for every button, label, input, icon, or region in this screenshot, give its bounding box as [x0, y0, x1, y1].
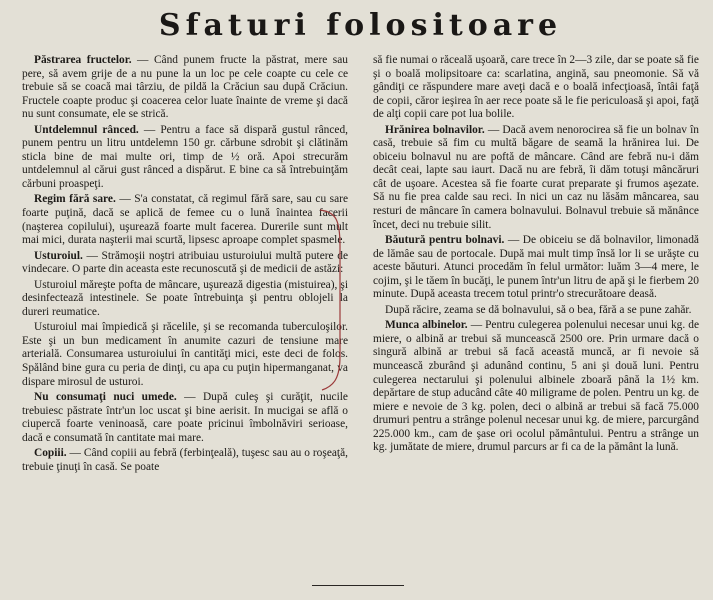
tip-heading: Usturoiul.	[34, 249, 83, 262]
right-column	[373, 54, 699, 476]
page-title: Sfaturi folositoare	[158, 8, 563, 43]
tip-text: — S'a constatat, că regimul fără sare, sau cu sare foarte puţină, dacă se aplică de femee cu o lună înaintea facerii (naşterea copilului), uşurează foarte mult facerea. Durerile sunt mult mai mici, durata naşterii mai scurtă, lipsesc aproape complet spasmele.	[22, 193, 349, 247]
tip-fruit-storage	[22, 54, 348, 122]
tip-heading: Regim fără sare.	[34, 193, 116, 206]
tip-children-continued	[373, 54, 699, 122]
tip-text: — Când copiii au febră (ferbinţeală), tuşesc sau au o roşeaţă, trebuie ţinuţi în casă. Se poate	[22, 447, 348, 473]
tip-heading: Hrănirea bolnavilor.	[385, 123, 485, 136]
tip-heading: Copiii.	[34, 447, 67, 460]
tip-garlic-digestion	[22, 279, 348, 320]
tip-rancid-oil	[22, 124, 348, 192]
tip-heading: Untdelemnul rânced.	[34, 123, 139, 136]
tip-drink-for-sick	[373, 234, 699, 302]
tip-text: După răcire, zeama se dă bolnavului, să o bea, fără a se pune zahăr.	[385, 303, 692, 316]
tip-text: — Când punem fructe la păstrat, mere sau pere, să avem grije de a nu pune la un loc pe cele coapte cu cele ce trebuie să se coacă mai târziu, de pildă la Crăciun sau după Crăciun. Fructele coapte produc şi coacerea celor luate înainte de vreme şi dacă nu sunt consumate, ele se strică.	[22, 54, 348, 121]
tip-children	[22, 447, 348, 474]
tip-text: — De obiceiu se dă bolnavilor, limonadă de lămâe sau de portocale. După mai mult timp însă lor li se urăşte cu aceste băuturi. Atunci procedăm în felul următor: luăm 3—4 mere, le cojim, şi le tăem în bucăţi, le punem într'un litru de apă şi le fierbem 20 minute. După aceasta trecem totul printr'o strecurătoare deasă.	[373, 234, 699, 301]
tip-text: — Pentru culegerea polenului necesar unui kg. de miere, o albină ar trebui să muncească 2500 ore. Prin urmare dacă o singură albină ar trebui să facă această muncă, ar fi nevoie să muncească zburând şi adunând continu, 5 ani şi două luni. Pentru culegerea nectarului şi polenului albinele zboară până la 1½ km. depărtare de stup aducând câte 40 miligrame de polen. Pentru un kg. de miere e nevoie de 3 kg. polen, deci o albină ar trebui să facă 75.000 drumuri pentru a strânge polenul necesar unui kg. de miere, parcurgând 225.000 km., cam de şase ori ocolul pământului. Pentru a strânge un kg. jumătate de miere, drumul parcurs ar fi ca de la pământ la lună.	[373, 319, 699, 454]
tip-text: Usturoiul măreşte pofta de mâncare, uşurează digestia (mistuirea), şi desinfectează intestinele. Se poate întrebuinţa şi pentru oblojeli la dureri reumatice.	[22, 278, 348, 318]
tip-text: să fie numai o răceală uşoară, care trece în 2—3 zile, dar se poate să fie şi o boală molipsitoare ca: scarlatina, angină, sau pneomonie. Să vă gândiţi ce răspundere mare aveţi dacă e o boală infecţioasă, întâi faţă de copii, căror ieşirea în aer rece poate să le fie periculoasă şi apoi, faţă de alţi copii care pot lua bolile.	[373, 54, 699, 121]
tip-heading: Băutură pentru bolnavi.	[385, 234, 505, 247]
tip-feeding-sick	[373, 124, 699, 232]
tip-heading: Nu consumaţi nuci umede.	[34, 391, 177, 404]
tip-text: — Dacă avem nenorocirea să fie un bolnav în casă, trebuie să fim cu multă băgare de seamă la hrănirea lui. De obiceiu bolnavul nu are poftă de mâncare. Când are febră nu-i dăm decât ceai, lapte sau iaurt. Dacă nu are febră, îi dăm totuşi mâncăruri cât de uşoare. Acestea să fie foarte curat preparate şi frumos aşezate. Să nu fie prea calde sau reci. In nici un caz nu lăsăm mâncarea, sau resturi de mâncare în camera bolnavului. Bolnavul trebuie să mănânce încet, deci nu trebuie silit.	[373, 123, 699, 231]
article-columns	[22, 54, 699, 476]
tip-text: — Strămoşii noştri atribuiau usturoiului multă putere de vindecare. O parte din aceasta este recunoscută şi de medicii de astăzi:	[22, 249, 348, 276]
tip-garlic-colds	[22, 321, 348, 389]
tip-garlic	[22, 250, 348, 277]
tip-heading: Munca albinelor.	[385, 319, 468, 332]
tip-bee-work	[373, 319, 699, 454]
tip-text: — Pentru a face să dispară gustul rânced, punem pentru un litru untdelemn 150 gr. cărbune sdrobit şi clătinăm sticla bine de mai multe ori, timp de ½ oră. Apoi strecurăm untdelemnul al cărui gust rânced a dispărut. E bine ca să întrebuinţăm cărbuni proaspeţi.	[22, 123, 348, 190]
tip-drink-cooling	[373, 304, 699, 318]
tip-damp-walnuts	[22, 391, 348, 445]
tip-text: — După culeş şi curăţit, nucile trebuiesc păstrate într'un loc uscat şi bine aerisit. In mucigai se află o ciupercă foarte veninoasă, care poate pricinui îmbolnăviri serioase, dacă e consumată în cantitate mai mare.	[22, 391, 348, 444]
footer-divider	[312, 585, 404, 586]
left-column	[22, 54, 348, 476]
tip-heading: Păstrarea fructelor.	[34, 54, 132, 66]
tip-salt-free-diet	[22, 193, 348, 247]
tip-text: Usturoiul mai împiedică şi răcelile, şi se recomanda tuberculoşilor. Este şi un bun medicament în anumite cazuri de tensiune mare arterială. Consumarea usturoiului în cantităţi mici, este deci de folos. Spălând bine gura cu peria de dinţi, cu apa cu puţin hipermanganat, va dispare mirosul de usturoi.	[22, 321, 348, 388]
